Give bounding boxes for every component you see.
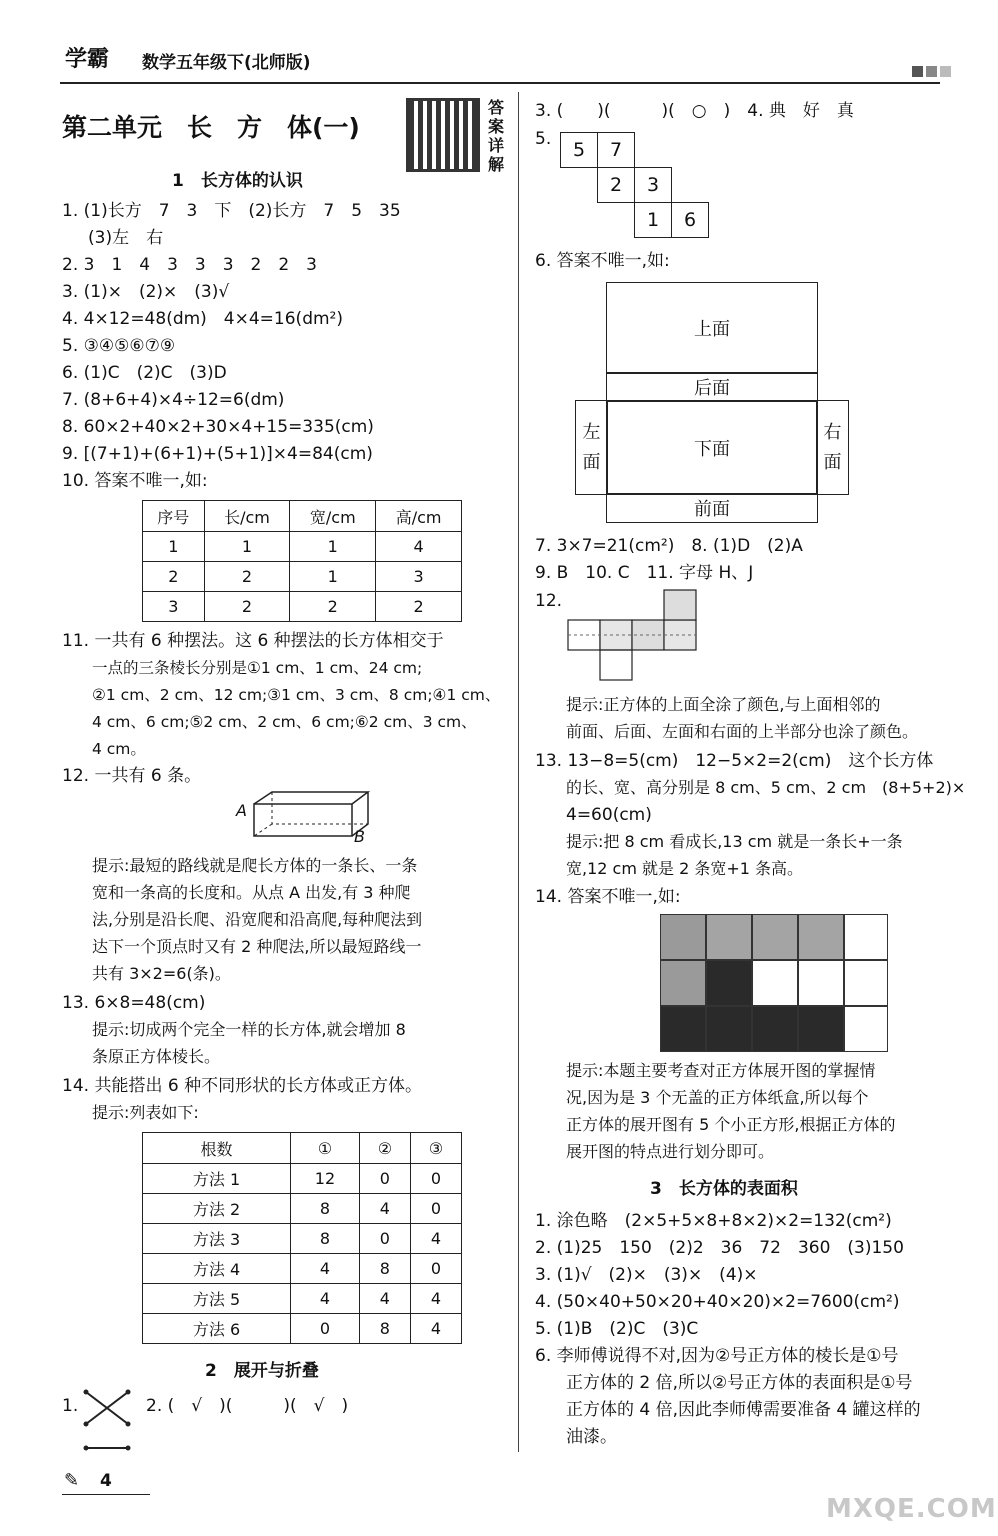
table-cell: 2: [204, 562, 290, 592]
table-cell: 8: [291, 1194, 360, 1224]
table-cell: 1: [204, 532, 290, 562]
table-cell: 0: [359, 1224, 410, 1254]
table-cell: 4: [376, 532, 462, 562]
r-q13-line-1: 13. 13−8=5(cm) 12−5×2=2(cm) 这个长方体: [535, 751, 934, 771]
grid-cell: [844, 960, 888, 1006]
net-cell: 3: [634, 167, 672, 203]
left-line-6: 5. ③④⑤⑥⑦⑨: [62, 336, 176, 356]
table-cell: 2: [204, 592, 290, 622]
q12-hint-1: 提示:最短的路线就是爬长方体的一条长、一条: [92, 856, 418, 875]
s2-q1-label: 1.: [62, 1396, 79, 1416]
table-cell: 0: [291, 1314, 360, 1344]
section-2-title: 2 展开与折叠: [205, 1361, 319, 1381]
table-cell: 4: [410, 1284, 461, 1314]
grid-cell: [798, 914, 844, 960]
q12-hint-3: 法,分别是沿长爬、沿宽爬和沿高爬,每种爬法到: [92, 910, 423, 929]
s3-line-2: 2. (1)25 150 (2)2 36 72 360 (3)150: [535, 1238, 904, 1258]
s3-line-4: 4. (50×40+50×20+40×20)×2=7600(cm²): [535, 1292, 900, 1312]
net-right: 右 面: [816, 400, 849, 495]
s2-q2: 2. ( √ )( )( √ ): [146, 1396, 349, 1416]
grid-cell: [660, 914, 706, 960]
grid-cell: [844, 914, 888, 960]
q14-hint: 提示:列表如下:: [92, 1103, 199, 1122]
net-cell: 5: [560, 132, 598, 168]
s3-line-3: 3. (1)√ (2)× (3)× (4)×: [535, 1265, 758, 1285]
s3-line-9: 油漆。: [566, 1427, 617, 1447]
table-cell: 方法 4: [143, 1254, 291, 1284]
r-q7-q8: 7. 3×7=21(cm²) 8. (1)D (2)A: [535, 536, 803, 556]
s3-line-5: 5. (1)B (2)C (3)C: [535, 1319, 699, 1339]
q12-line: 12. 一共有 6 条。: [62, 766, 202, 786]
table-cell: 方法 6: [143, 1314, 291, 1344]
q12-hint-2: 宽和一条高的长度和。从点 A 出发,有 3 种爬: [92, 883, 411, 902]
s3-line-7: 正方体的 2 倍,所以②号正方体的表面积是①号: [566, 1373, 913, 1393]
net-bottom: 下面: [606, 400, 818, 495]
grid-cell: [798, 960, 844, 1006]
table-header: ②: [359, 1133, 410, 1164]
table-cell: 8: [291, 1224, 360, 1254]
net-cell: 2: [597, 167, 635, 203]
r-q14: 14. 答案不唯一,如:: [535, 887, 681, 907]
net-left: 左 面: [575, 400, 608, 495]
r-q14-hint-1: 提示:本题主要考查对正方体展开图的掌握情: [566, 1061, 876, 1080]
watermark: MXQE.COM: [826, 1494, 997, 1524]
table-header: ①: [291, 1133, 360, 1164]
table-cell: 方法 1: [143, 1164, 291, 1194]
footer-line: [62, 1494, 150, 1495]
q11-line-1: 11. 一共有 6 种摆法。这 6 种摆法的长方体相交于: [62, 631, 444, 651]
table-cell: 2: [290, 592, 376, 622]
net-cell: 7: [597, 132, 635, 168]
q11-line-2: 一点的三条棱长分别是①1 cm、1 cm、24 cm;: [92, 659, 423, 677]
r-q3-q4: 3. ( )( )( ○ ) 4. 典 好 真: [535, 101, 854, 121]
net-top: 上面: [606, 282, 818, 374]
table-cell: 2: [376, 592, 462, 622]
section-3-title: 3 长方体的表面积: [650, 1179, 798, 1199]
table-cell: 8: [359, 1254, 410, 1284]
r-q14-hint-3: 正方体的展开图有 5 个小正方形,根据正方体的: [566, 1115, 896, 1134]
left-line-8: 7. (8+6+4)×4÷12=6(dm): [62, 390, 285, 410]
point-a-label: A: [236, 801, 247, 820]
q13-hint-1: 提示:切成两个完全一样的长方体,就会增加 8: [92, 1020, 406, 1039]
net-cell: 6: [671, 202, 709, 238]
table-cell: 4: [410, 1314, 461, 1344]
table-header: 宽/cm: [290, 501, 376, 532]
header-divider: [60, 82, 940, 84]
s3-line-1: 1. 涂色略 (2×5+5×8+8×2)×2=132(cm²): [535, 1211, 892, 1231]
r-q12-hint-2: 前面、后面、左面和右面的上半部分也涂了颜色。: [566, 722, 919, 741]
s2-q1-figure: [80, 1388, 140, 1460]
grid-cell: [798, 1006, 844, 1052]
r-q13-line-2: 的长、宽、高分别是 8 cm、5 cm、2 cm (8+5+2)×: [566, 778, 966, 797]
table-cell: 0: [359, 1164, 410, 1194]
table-cell: 1: [143, 532, 205, 562]
table-cell: 4: [291, 1254, 360, 1284]
grid-cell: [660, 960, 706, 1006]
table-cell: 4: [359, 1194, 410, 1224]
left-line-2: (3)左 右: [88, 228, 164, 248]
page-number: 4: [100, 1471, 112, 1491]
grid-cell: [752, 914, 798, 960]
r-q12-label: 12.: [535, 591, 563, 611]
column-divider: [518, 92, 519, 1452]
q12-hint-5: 共有 3×2=6(条)。: [92, 964, 231, 983]
left-line-1: 1. (1)长方 7 3 下 (2)长方 7 5 35: [62, 201, 401, 221]
grid-cell: [844, 1006, 888, 1052]
table-cell: 方法 3: [143, 1224, 291, 1254]
table-cell: 方法 5: [143, 1284, 291, 1314]
left-line-10: 9. [(7+1)+(6+1)+(5+1)]×4=84(cm): [62, 444, 373, 464]
qr-label: 答案详解: [488, 98, 505, 174]
grid-cell: [752, 1006, 798, 1052]
left-line-11: 10. 答案不唯一,如:: [62, 471, 208, 491]
r-q14-hint-2: 况,因为是 3 个无盖的正方体纸盒,所以每个: [566, 1088, 869, 1107]
table-q14: [142, 1132, 462, 1344]
table-cell: 1: [290, 532, 376, 562]
cuboid-figure: [232, 788, 372, 848]
q11-line-5: 4 cm。: [92, 740, 146, 758]
table-cell: 4: [410, 1224, 461, 1254]
q13-hint-2: 条原正方体棱长。: [92, 1047, 221, 1066]
table-cell: 3: [143, 592, 205, 622]
net-cell: 1: [634, 202, 672, 238]
q13-line: 13. 6×8=48(cm): [62, 993, 206, 1013]
table-cell: 方法 2: [143, 1194, 291, 1224]
grid-cell: [706, 960, 752, 1006]
q12-net-figure: [566, 588, 706, 684]
grid-cell: [706, 1006, 752, 1052]
r-q9-q11: 9. B 10. C 11. 字母 H、J: [535, 563, 754, 583]
table-header: 根数: [143, 1133, 291, 1164]
grid-cell: [706, 914, 752, 960]
r-q5-label: 5.: [535, 129, 552, 149]
table-header: ③: [410, 1133, 461, 1164]
table-cell: 0: [410, 1194, 461, 1224]
table-cell: 4: [291, 1284, 360, 1314]
left-line-4: 3. (1)× (2)× (3)√: [62, 282, 230, 302]
net-back: 后面: [606, 372, 818, 402]
point-b-label: B: [354, 827, 365, 846]
qr-code[interactable]: [406, 98, 480, 172]
s3-line-6: 6. 李师傅说得不对,因为②号正方体的棱长是①号: [535, 1346, 899, 1366]
table-header: 长/cm: [204, 501, 290, 532]
left-line-7: 6. (1)C (2)C (3)D: [62, 363, 227, 383]
table-cell: 0: [410, 1254, 461, 1284]
table-header: 序号: [143, 501, 205, 532]
table-cell: 4: [359, 1284, 410, 1314]
r-q6: 6. 答案不唯一,如:: [535, 251, 670, 271]
left-line-9: 8. 60×2+40×2+30×4+15=335(cm): [62, 417, 374, 437]
book-title: 数学五年级下(北师版): [142, 53, 311, 73]
table-cell: 3: [376, 562, 462, 592]
r-q12-hint-1: 提示:正方体的上面全涂了颜色,与上面相邻的: [566, 695, 881, 714]
grid-cell: [752, 960, 798, 1006]
left-line-5: 4. 4×12=48(dm) 4×4=16(dm²): [62, 309, 343, 329]
left-line-3: 2. 3 1 4 3 3 3 2 2 3: [62, 255, 317, 275]
unit-title: 第二单元 长 方 体(一): [62, 113, 360, 142]
section-1-title: 1 长方体的认识: [172, 171, 303, 191]
q12-hint-4: 达下一个顶点时又有 2 种爬法,所以最短路线一: [92, 937, 422, 956]
q14-line: 14. 共能搭出 6 种不同形状的长方体或正方体。: [62, 1076, 423, 1096]
table-cell: 8: [359, 1314, 410, 1344]
grid-cell: [660, 1006, 706, 1052]
r-q13-hint-2: 宽,12 cm 就是 2 条宽+1 条高。: [566, 859, 804, 878]
pencil-icon: ✎: [64, 1470, 80, 1491]
s3-line-8: 正方体的 4 倍,因此李师傅需要准备 4 罐这样的: [566, 1400, 921, 1420]
brand-logo: 学霸: [65, 47, 110, 72]
header-squares: [912, 62, 951, 81]
r-q13-hint-1: 提示:把 8 cm 看成长,13 cm 就是一条长+一条: [566, 832, 903, 851]
net-front: 前面: [606, 493, 818, 523]
q11-line-4: 4 cm、6 cm;⑤2 cm、2 cm、6 cm;⑥2 cm、3 cm、: [92, 713, 477, 731]
table-cell: 12: [291, 1164, 360, 1194]
table-cell: 2: [143, 562, 205, 592]
table-header: 高/cm: [376, 501, 462, 532]
r-q14-hint-4: 展开图的特点进行划分即可。: [566, 1142, 775, 1161]
table-cell: 0: [410, 1164, 461, 1194]
table-q10: [142, 500, 462, 622]
r-q13-line-3: 4=60(cm): [566, 805, 652, 825]
table-cell: 1: [290, 562, 376, 592]
q11-line-3: ②1 cm、2 cm、12 cm;③1 cm、3 cm、8 cm;④1 cm、: [92, 686, 501, 704]
